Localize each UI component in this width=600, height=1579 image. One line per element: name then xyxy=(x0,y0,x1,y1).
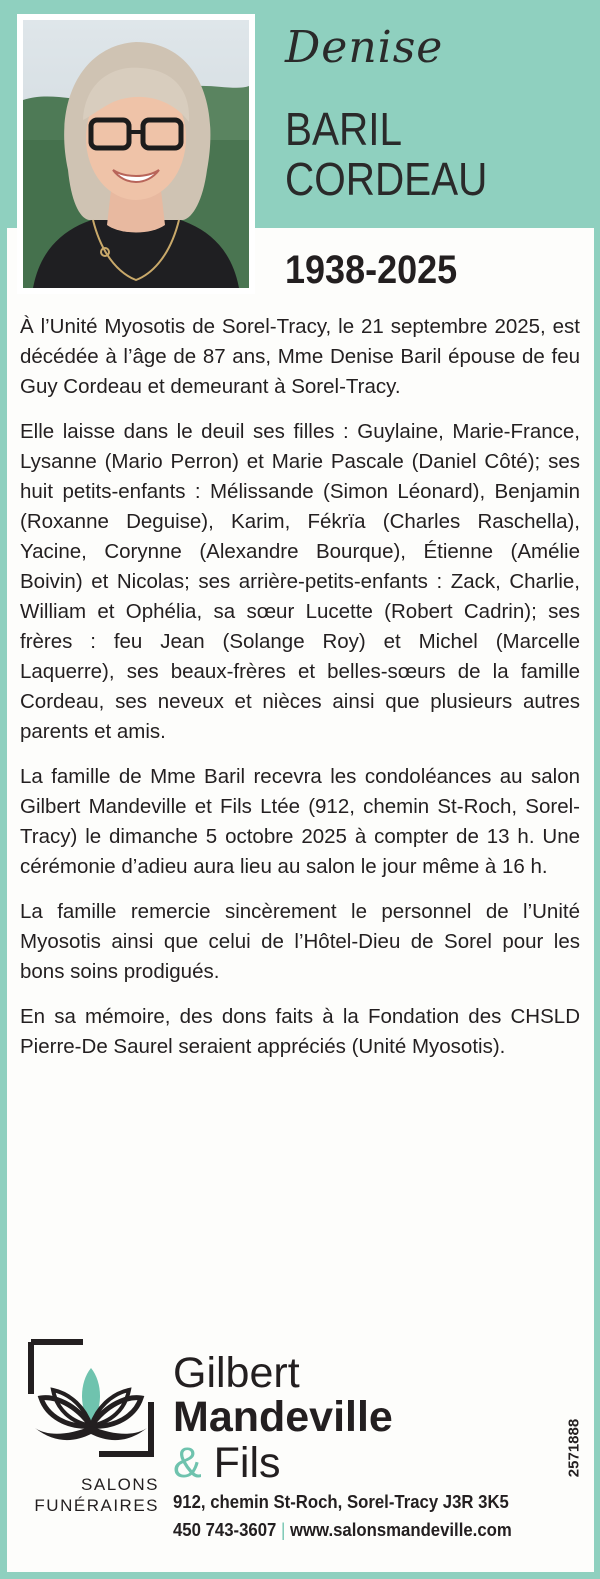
phone-web-line xyxy=(173,1516,512,1544)
last-name-line-1: BARIL xyxy=(285,103,402,155)
phone-number: 450 743-3607 xyxy=(173,1520,277,1540)
paragraph-visitation: La famille de Mme Baril recevra les condoléances au salon Gilbert Mandeville et Fils Ltée (912, chemin St-Roch, Sorel-Tracy) le dimanche 5 octobre 2025 à compter de 13 h. Une cérémonie d’adieu aura lieu au salon le jour même à 16 h. xyxy=(20,765,580,878)
brand-fils-word: Fils xyxy=(213,1439,281,1487)
website-link[interactable]: www.salonsmandeville.com xyxy=(290,1520,512,1540)
salons-funeraires-label xyxy=(31,1474,159,1516)
reference-number: 2571888 xyxy=(565,1418,583,1478)
funeral-home-footer xyxy=(7,1328,594,1572)
salons-word: SALONS xyxy=(81,1475,159,1494)
paragraph-survivors: Elle laisse dans le deuil ses filles : Guylaine, Marie-France, Lysanne (Mario Perron) et Marie Pascale (Daniel Côté); ses huit petits-enfants : Mélissande (Simon Léonard), Benjamin (Roxanne Deguise), Karim, Fékrïa (Charles Raschella), Yacine, Corynne (Alexandre Bourque), Étienne (Amélie Boivin) et Nicolas; ses arrière-petits-enfants : Zack, Charlie, William et Ophélia, sa sœur Lucette (Robert Cadrin); ses frères : feu Jean (Solange Roy) et Michel (Marcelle Laquerre), ses beaux-frères et belles-sœurs de la famille Cordeau, ses neveux et nièces ainsi que plusieurs autres parents et amis. xyxy=(20,420,580,743)
address-line: 912, chemin St-Roch, Sorel-Tracy J3R 3K5 xyxy=(173,1492,509,1512)
portrait-photo xyxy=(17,14,255,294)
paragraph-death-notice: À l’Unité Myosotis de Sorel-Tracy, le 21 septembre 2025, est décédée à l’âge de 87 ans, Mme Denise Baril épouse de feu Guy Cordeau et demeurant à Sorel-Tracy. xyxy=(20,315,580,398)
brand-mandeville: Mandeville xyxy=(173,1393,393,1441)
last-name-line-2: CORDEAU xyxy=(285,153,488,205)
lotus-logo-icon xyxy=(27,1338,155,1458)
ad-reference xyxy=(564,1388,584,1508)
brand-fils xyxy=(173,1440,281,1486)
paragraph-thanks: La famille remercie sincèrement le personnel de l’Unité Myosotis ainsi que celui de l’Hôtel-Dieu de Sorel pour les bons soins prodigués. xyxy=(20,900,580,983)
deceased-last-name xyxy=(285,104,487,204)
funeraires-word: FUNÉRAIRES xyxy=(34,1496,159,1515)
life-years: 1938-2025 xyxy=(285,248,458,292)
contact-block xyxy=(173,1488,512,1544)
separator: | xyxy=(280,1520,286,1540)
brand-gilbert: Gilbert xyxy=(173,1349,300,1397)
brand-ampersand: & xyxy=(173,1439,202,1487)
paragraph-donations: En sa mémoire, des dons faits à la Fondation des CHSLD Pierre-De Saurel seraient appréciés (Unité Myosotis). xyxy=(20,1005,580,1058)
obituary-text xyxy=(20,312,580,1077)
deceased-first-name: Denise xyxy=(285,22,444,73)
